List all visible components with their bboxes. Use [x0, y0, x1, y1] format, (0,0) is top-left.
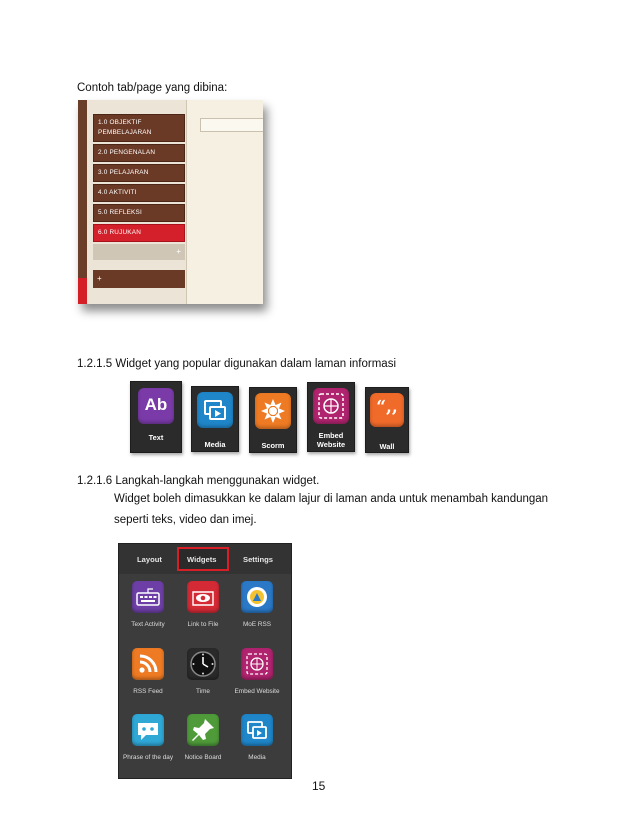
- widget-scorm[interactable]: [249, 387, 297, 453]
- widget-label: Media: [204, 440, 226, 449]
- embed-website-icon: [313, 388, 349, 424]
- popular-widgets-row: [130, 381, 410, 455]
- widget-embed-website[interactable]: [307, 382, 355, 452]
- pin-icon[interactable]: [187, 714, 219, 746]
- embed-website-icon[interactable]: [241, 648, 273, 680]
- panel-item-label: Notice Board: [184, 754, 222, 761]
- wall-quote-glyph: “,,: [376, 397, 398, 417]
- panel-tabs: [119, 544, 291, 574]
- menu-item-refleksi[interactable]: [93, 204, 185, 222]
- menu-item-pelajaran[interactable]: [93, 164, 185, 182]
- menu-item-objektif[interactable]: [93, 114, 185, 142]
- text-ab-glyph: Ab: [144, 395, 168, 414]
- scorm-icon: [255, 393, 291, 429]
- widget-wall[interactable]: [365, 387, 409, 453]
- tab-layout[interactable]: Layout: [137, 555, 162, 564]
- panel-item-label: Media: [248, 754, 266, 761]
- section-1216-desc-line2: seperti teks, video dan imej.: [114, 514, 257, 526]
- tab-settings[interactable]: Settings: [243, 555, 273, 564]
- menu-item-label: 3.0 PELAJARAN: [98, 169, 149, 176]
- menu-item-label: 6.0 RUJUKAN: [98, 229, 142, 236]
- eye-file-icon[interactable]: [187, 581, 219, 613]
- keyboard-icon[interactable]: [132, 581, 164, 613]
- tab-widgets[interactable]: Widgets: [187, 555, 217, 564]
- clock-icon[interactable]: [187, 648, 219, 680]
- menu-item-label: 4.0 AKTIVITI: [98, 189, 137, 196]
- menu-item-label: 2.0 PENGENALAN: [98, 149, 156, 156]
- page-number: 15: [312, 779, 326, 793]
- panel-item-label: Embed Website: [234, 688, 280, 695]
- media-icon: [197, 392, 233, 428]
- add-subpage-button[interactable]: +: [93, 244, 185, 260]
- content-input[interactable]: [200, 118, 263, 132]
- section-1215-heading: 1.2.1.5 Widget yang popular digunakan dalam laman informasi: [77, 358, 396, 370]
- panel-item-label: Phrase of the day: [122, 754, 174, 761]
- menu-item-aktiviti[interactable]: [93, 184, 185, 202]
- speech-bubble-icon[interactable]: [132, 714, 164, 746]
- panel-item-label: RSS Feed: [133, 688, 163, 695]
- left-bar-accent: [78, 278, 87, 304]
- widget-label: Scorm: [261, 441, 285, 450]
- widget-media[interactable]: [191, 386, 239, 452]
- menu-item-label: 5.0 REFLEKSI: [98, 209, 142, 216]
- left-bar: [78, 100, 87, 304]
- panel-item-label: Link to File: [187, 621, 219, 628]
- widget-label: Wall: [379, 442, 395, 451]
- panel-item-label: Time: [196, 688, 210, 695]
- page-menu: [93, 114, 185, 288]
- panel-item-label: Text Activity: [131, 621, 165, 628]
- add-page-button[interactable]: +: [93, 270, 185, 288]
- widget-label: Text: [148, 433, 164, 442]
- section-1216-heading: 1.2.1.6 Langkah-langkah menggunakan widget.: [77, 475, 320, 487]
- panel-item-label: MoE RSS: [242, 621, 272, 628]
- intro-label: Contoh tab/page yang dibina:: [77, 82, 228, 94]
- section-1216-desc-line1: Widget boleh dimasukkan ke dalam lajur di laman anda untuk menambah kandungan: [114, 493, 549, 505]
- widget-label: Embed Website: [316, 431, 346, 449]
- rss-icon[interactable]: [132, 648, 164, 680]
- widgets-panel: [118, 543, 292, 779]
- tab-page-screenshot: [78, 100, 263, 304]
- menu-item-label: 1.0 OBJEKTIF PEMBELAJARAN: [98, 119, 152, 136]
- media-icon[interactable]: [241, 714, 273, 746]
- menu-item-rujukan[interactable]: [93, 224, 185, 242]
- widget-text[interactable]: [130, 381, 182, 453]
- moe-rss-icon[interactable]: [241, 581, 273, 613]
- wall-quote-icon: [370, 393, 404, 427]
- text-ab-icon: [138, 388, 174, 424]
- menu-item-pengenalan[interactable]: [93, 144, 185, 162]
